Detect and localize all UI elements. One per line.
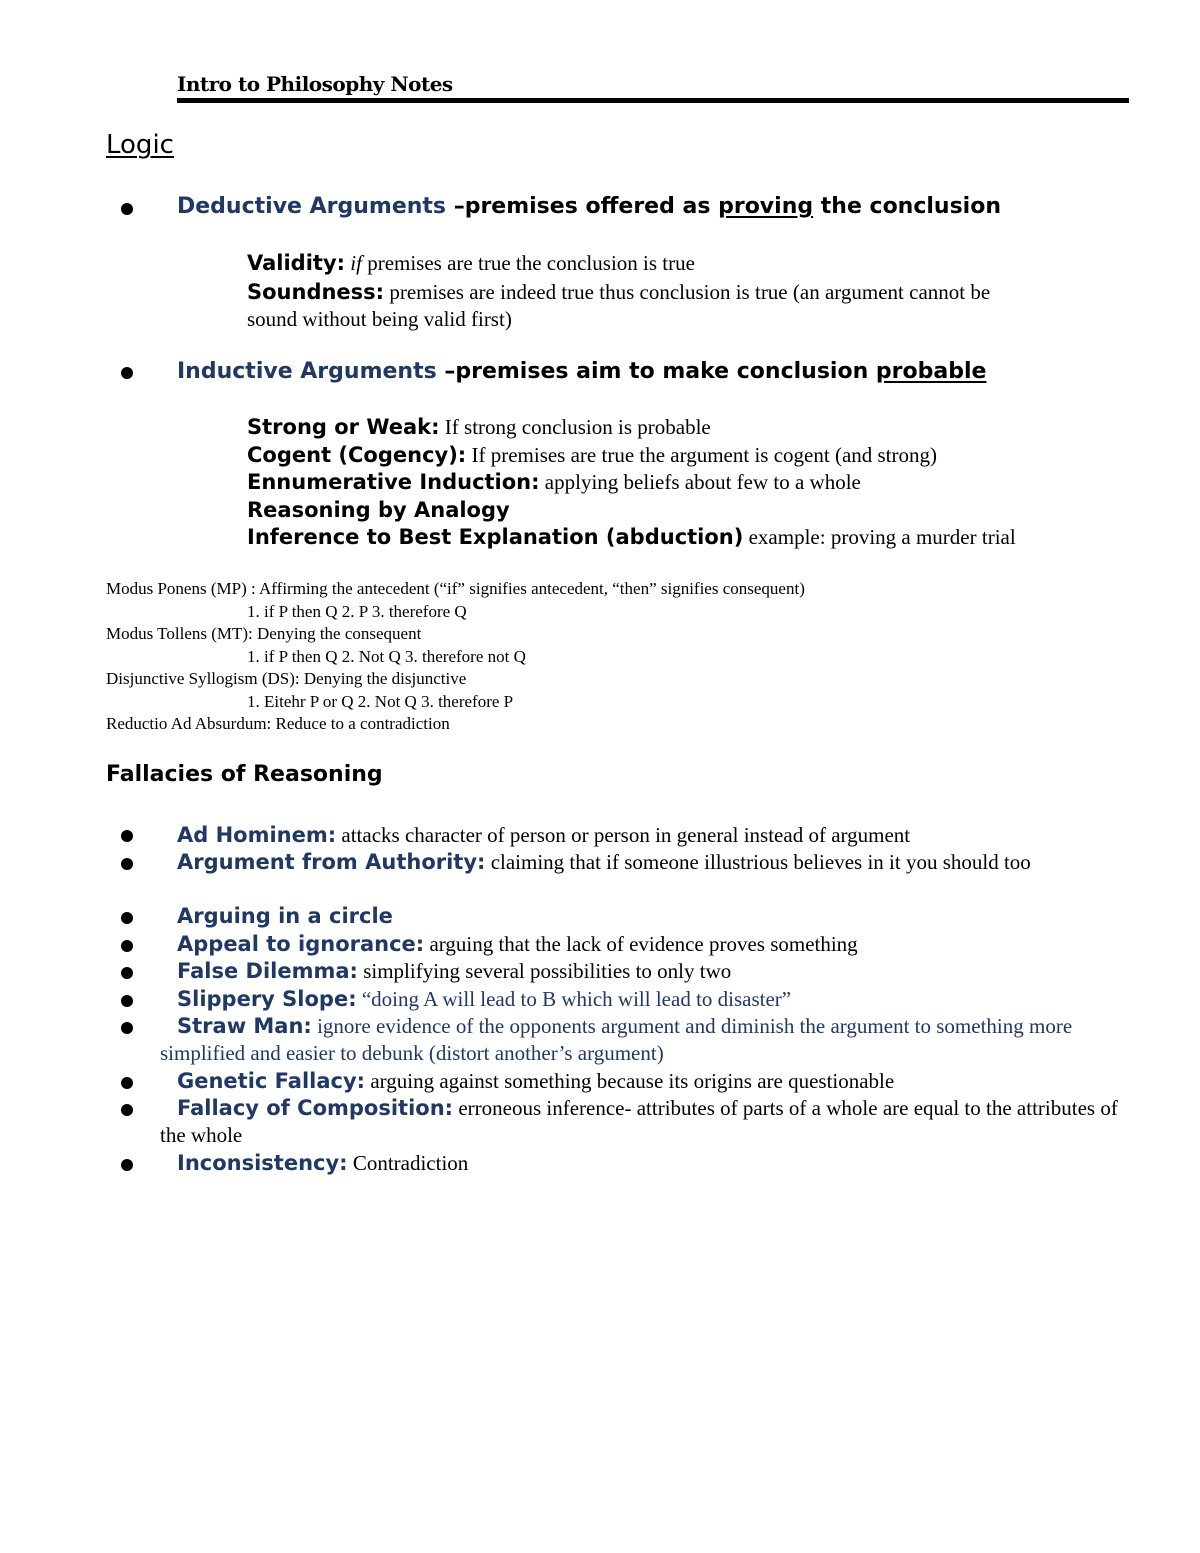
- bullet-icon: [121, 912, 133, 924]
- enumerative-def: [247, 469, 861, 495]
- fallacy-item: [160, 1068, 1135, 1095]
- disjunctive-syllogism: Disjunctive Syllogism (DS): Denying the disjunctive: [106, 669, 467, 688]
- modus-ponens: Modus Ponens (MP) : Affirming the antecedent (“if” signifies antecedent, “then” signifies consequent): [106, 579, 805, 598]
- enumerative-text: applying beliefs about few to a whole: [539, 470, 861, 494]
- strong-weak-def: [247, 414, 711, 440]
- validity-label: Validity:: [247, 251, 346, 275]
- fallacy-item: [160, 986, 1135, 1013]
- bullet-icon: [121, 203, 133, 215]
- fallacy-item: [160, 931, 1135, 958]
- logic-heading: Logic: [106, 130, 174, 160]
- ibe-text: example: proving a murder trial: [743, 525, 1016, 549]
- ibe-def: [247, 524, 1016, 550]
- fallacy-name: Inconsistency:: [177, 1151, 348, 1175]
- fallacy-desc: arguing that the lack of evidence proves something: [424, 932, 858, 956]
- fallacy-desc: Contradiction: [347, 1151, 469, 1175]
- disjunctive-syllogism-form: 1. Eitehr P or Q 2. Not Q 3. therefore P: [247, 692, 514, 711]
- fallacy-name: Arguing in a circle: [177, 904, 393, 928]
- reductio-ad-absurdum: Reductio Ad Absurdum: Reduce to a contradiction: [106, 714, 450, 733]
- fallacy-desc: attacks character of person or person in general instead of argument: [336, 823, 911, 847]
- fallacy-name: Genetic Fallacy:: [177, 1069, 366, 1093]
- bullet-icon: [121, 830, 133, 842]
- strong-text: If strong conclusion is probable: [439, 415, 711, 439]
- inductive-heading: [177, 359, 986, 384]
- bullet-icon: [121, 1022, 133, 1034]
- strong-label: Strong or Weak:: [247, 415, 440, 439]
- fallacy-desc: arguing against something because its origins are questionable: [365, 1069, 895, 1093]
- cogent-text: If premises are true the argument is cogent (and strong): [466, 443, 938, 467]
- fallacy-desc: ignore evidence of the opponents argument and diminish the argument to something more simplified and easier to debunk (distort another’s argument): [160, 1014, 1073, 1065]
- inductive-keyword: probable: [875, 359, 987, 384]
- fallacy-item: [160, 958, 1135, 985]
- fallacy-name: Ad Hominem:: [177, 823, 337, 847]
- bullet-icon: [121, 967, 133, 979]
- header-rule: [177, 98, 1129, 103]
- fallacy-desc: claiming that if someone illustrious believes in it you should too: [485, 850, 1031, 874]
- fallacy-name: Fallacy of Composition:: [177, 1096, 454, 1120]
- soundness-text: premises are indeed true thus conclusion is true (an argument cannot be: [384, 280, 991, 304]
- deductive-post: the conclusion: [813, 194, 1002, 219]
- soundness-label: Soundness:: [247, 280, 385, 304]
- modus-ponens-form: 1. if P then Q 2. P 3. therefore Q: [247, 602, 467, 621]
- fallacy-item: [160, 1150, 1135, 1177]
- bullet-icon: [121, 1159, 133, 1171]
- fallacy-item: [160, 849, 1135, 876]
- fallacy-item: [160, 1013, 1135, 1067]
- fallacy-name: Appeal to ignorance:: [177, 932, 425, 956]
- dash: –: [436, 359, 456, 384]
- bullet-icon: [121, 1077, 133, 1089]
- inductive-pre: premises aim to make conclusion: [455, 359, 876, 384]
- fallacy-desc: “doing A will lead to B which will lead to disaster”: [356, 987, 792, 1011]
- soundness-text-cont: sound without being valid first): [247, 307, 512, 331]
- cogent-label: Cogent (Cogency):: [247, 443, 467, 467]
- cogent-def: [247, 442, 937, 468]
- bullet-icon: [121, 367, 133, 379]
- fallacy-item: [160, 822, 1135, 849]
- header-title: Intro to Philosophy Notes: [177, 72, 453, 96]
- fallacy-item: [160, 903, 1135, 930]
- ibe-label: Inference to Best Explanation (abduction): [247, 525, 744, 549]
- dash: –: [446, 194, 465, 219]
- bullet-icon: [121, 1104, 133, 1116]
- enumerative-label: Ennumerative Induction:: [247, 470, 540, 494]
- bullet-icon: [121, 858, 133, 870]
- fallacy-name: Argument from Authority:: [177, 850, 486, 874]
- validity-text: premises are true the conclusion is true: [361, 251, 695, 275]
- fallacy-name: False Dilemma:: [177, 959, 358, 983]
- deductive-keyword: proving: [718, 194, 814, 219]
- fallacy-desc: erroneous inference- attributes of parts of a whole are equal to the attributes of the whole: [160, 1096, 1118, 1147]
- fallacy-item: [160, 1095, 1135, 1149]
- soundness-def-cont: [247, 306, 512, 332]
- deductive-name: Deductive Arguments: [177, 194, 447, 219]
- modus-tollens: Modus Tollens (MT): Denying the consequent: [106, 624, 422, 643]
- bullet-icon: [121, 940, 133, 952]
- fallacy-name: Slippery Slope:: [177, 987, 357, 1011]
- validity-def: [247, 250, 695, 276]
- deductive-heading: [177, 194, 1001, 219]
- bullet-icon: [121, 995, 133, 1007]
- modus-tollens-form: 1. if P then Q 2. Not Q 3. therefore not Q: [247, 647, 526, 666]
- inductive-name: Inductive Arguments: [177, 359, 437, 384]
- fallacy-desc: simplifying several possibilities to only two: [357, 959, 732, 983]
- analogy-def: [247, 497, 510, 523]
- soundness-def: [247, 279, 990, 305]
- fallacy-name: Straw Man:: [177, 1014, 312, 1038]
- analogy-label: Reasoning by Analogy: [247, 498, 510, 522]
- validity-if: if: [350, 251, 362, 275]
- deductive-pre: premises offered as: [464, 194, 719, 219]
- fallacies-heading: Fallacies of Reasoning: [106, 762, 383, 787]
